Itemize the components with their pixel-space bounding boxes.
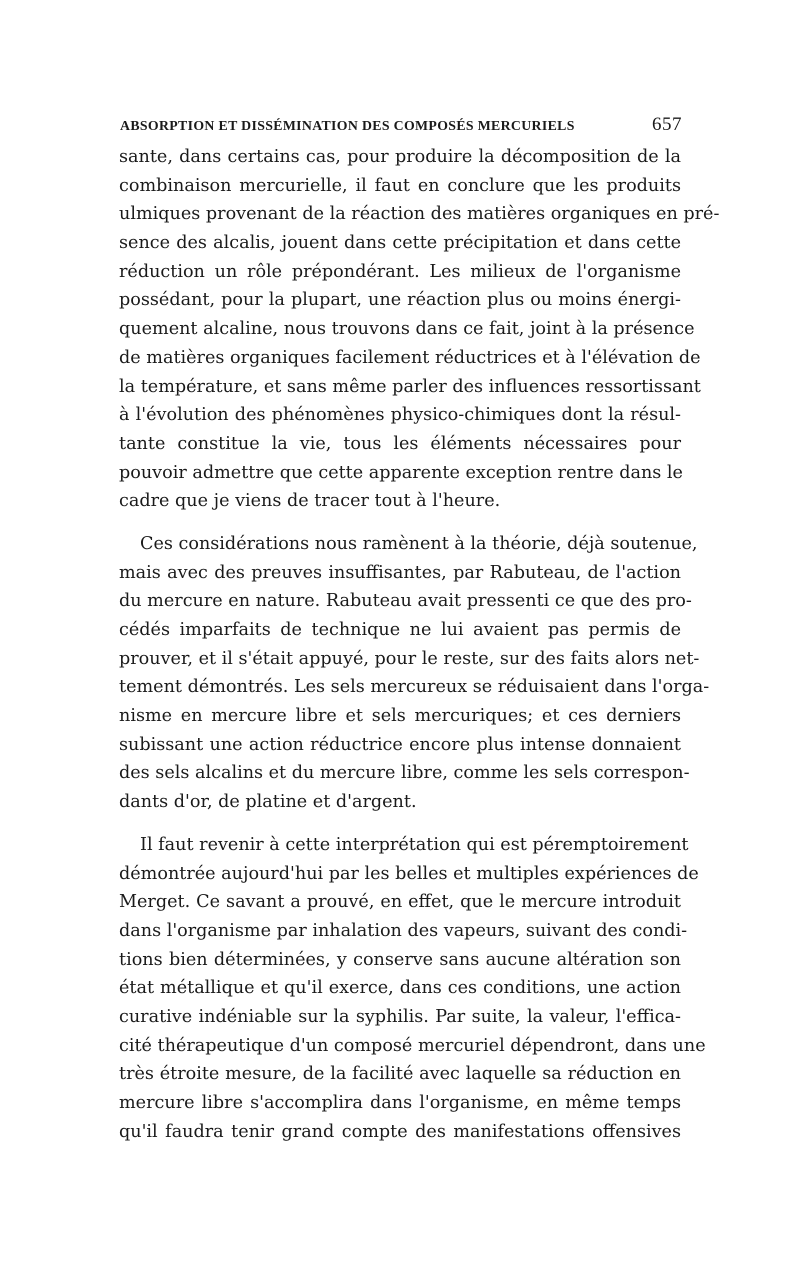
text-line: tante constitue la vie, tous les éléments nécessaires pour	[119, 433, 681, 454]
text-line: dants d'or, de platine et d'argent.	[119, 792, 417, 813]
text-line: réduction un rôle prépondérant. Les milieux de l'organisme	[119, 261, 681, 282]
page-number: 657	[652, 114, 682, 135]
text-line: pouvoir admettre que cette apparente exception rentre dans le	[119, 462, 683, 483]
text-line: la température, et sans même parler des influences ressortissant	[119, 376, 701, 397]
text-line: subissant une action réductrice encore plus intense donnaient	[119, 734, 681, 755]
text-line: dans l'organisme par inhalation des vapeurs, suivant des condi-	[119, 920, 688, 941]
text-line: tions bien déterminées, y conserve sans aucune altération son	[119, 949, 681, 970]
paragraph-spacer	[119, 817, 681, 831]
text-line: ulmiques provenant de la réaction des matières organiques en pré-	[119, 204, 720, 225]
text-line: mais avec des preuves insuffisantes, par Rabuteau, de l'action	[119, 562, 681, 583]
text-line: cité thérapeutique d'un composé mercuriel dépendront, dans une	[119, 1035, 706, 1056]
text-line: très étroite mesure, de la facilité avec laquelle sa réduction en	[119, 1064, 681, 1085]
text-line: état métallique et qu'il exerce, dans ces conditions, une action	[119, 978, 681, 999]
running-head	[120, 114, 682, 140]
text-line: quement alcaline, nous trouvons dans ce fait, joint à la présence	[119, 319, 695, 340]
text-line: sante, dans certains cas, pour produire la décomposition de la	[119, 147, 681, 167]
text-line: de matières organiques facilement réductrices et à l'élévation de	[119, 347, 701, 368]
text-line: Il faut revenir à cette interprétation qui est péremptoirement	[140, 834, 689, 855]
text-line: cadre que je viens de tracer tout à l'heure.	[119, 491, 501, 512]
text-line: du mercure en nature. Rabuteau avait pressenti ce que des pro-	[119, 591, 692, 612]
paragraph-spacer	[119, 516, 681, 530]
paragraph-3	[119, 831, 706, 1147]
text-line: Merget. Ce savant a prouvé, en effet, que le mercure introduit	[119, 892, 681, 913]
text-line: à l'évolution des phénomènes physico-chimiques dont la résul-	[119, 405, 681, 426]
running-title: ABSORPTION ET DISSÉMINATION DES COMPOSÉS MERCURIELS	[120, 118, 575, 133]
text-line: possédant, pour la plupart, une réaction plus ou moins énergi-	[119, 290, 681, 311]
text-line: mercure libre s'accomplira dans l'organisme, en même temps	[119, 1093, 681, 1113]
text-line: prouver, et il s'était appuyé, pour le reste, sur des faits alors net-	[119, 648, 700, 669]
text-line: sence des alcalis, jouent dans cette précipitation et dans cette	[119, 233, 681, 254]
paragraph-2	[119, 530, 710, 817]
paragraph-1	[119, 143, 720, 516]
text-line: combinaison mercurielle, il faut en conclure que les produits	[119, 175, 681, 196]
text-line: nisme en mercure libre et sels mercuriques; et ces derniers	[119, 706, 681, 727]
text-line: Ces considérations nous ramènent à la théorie, déjà soutenue,	[140, 533, 698, 554]
text-line: qu'il faudra tenir grand compte des manifestations offensives	[119, 1121, 681, 1142]
text-line: tement démontrés. Les sels mercureux se réduisaient dans l'orga-	[119, 677, 710, 698]
text-line: démontrée aujourd'hui par les belles et multiples expériences de	[119, 863, 699, 884]
text-line: des sels alcalins et du mercure libre, comme les sels correspon-	[119, 763, 690, 784]
body-text	[119, 143, 720, 1146]
text-line: cédés imparfaits de technique ne lui avaient pas permis de	[119, 620, 681, 640]
text-line: curative indéniable sur la syphilis. Par suite, la valeur, l'effica-	[119, 1006, 681, 1027]
